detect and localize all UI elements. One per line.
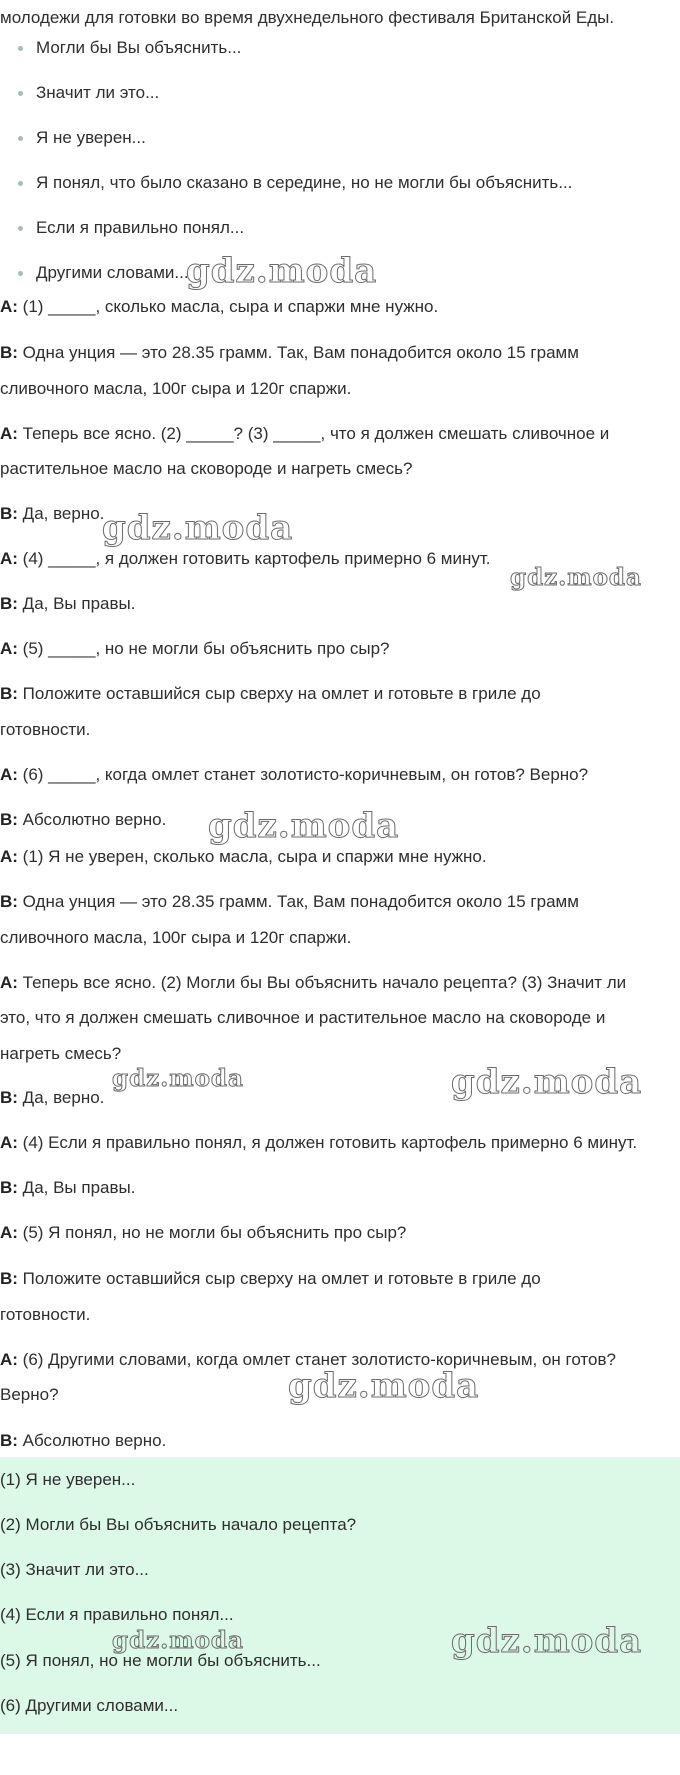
dialogue-line — [0, 1036, 121, 1072]
line-text: сливочного масла, 100г сыра и 120г спаржи. — [0, 379, 352, 398]
dialogue-line — [0, 451, 412, 487]
speaker-label: B: — [0, 810, 18, 829]
answer-item: (6) Другими словами... — [0, 1696, 179, 1715]
line-text: (4) Если я правильно понял, я должен готовить картофель примерно 6 минут. — [17, 1133, 638, 1152]
speaker-label: A: — [0, 1350, 18, 1369]
speaker-label: A: — [0, 765, 18, 784]
line-text: Теперь все ясно. (2) _____? (3) _____, что я должен смешать сливочное и — [17, 424, 610, 443]
dialogue-line — [0, 1423, 166, 1459]
list-item: Другими словами... — [18, 255, 572, 300]
dialogue-line — [0, 289, 438, 325]
line-text: (6) _____, когда омлет станет золотисто-коричневым, он готов? Верно? — [17, 765, 589, 784]
line-text: нагреть смесь? — [0, 1044, 122, 1063]
line-text: Одна унция — это 28.35 грамм. Так, Вам понадобится около 15 грамм — [17, 892, 579, 911]
watermark-logo: gdz.moda — [112, 1065, 244, 1092]
dialogue-line — [0, 586, 135, 622]
list-item: Если я правильно понял... — [18, 210, 572, 255]
dialogue-line — [0, 1261, 541, 1297]
dialogue-line — [0, 1000, 605, 1036]
speaker-label: A: — [0, 973, 18, 992]
line-text: Да, Вы правы. — [17, 1178, 136, 1197]
line-text: Абсолютно верно. — [17, 810, 167, 829]
speaker-label: B: — [0, 892, 18, 911]
answer-box — [0, 1457, 680, 1734]
watermark-logo: gdz.moda — [510, 564, 642, 591]
line-text: (5) _____, но не могли бы объяснить про сыр? — [17, 639, 390, 658]
line-text: Одна унция — это 28.35 грамм. Так, Вам понадобится около 15 грамм — [17, 343, 579, 362]
line-text: Да, верно. — [17, 1088, 105, 1107]
dialogue-line — [0, 1297, 90, 1333]
line-text: сливочного масла, 100г сыра и 120г спаржи. — [0, 928, 352, 947]
line-text: Да, верно. — [17, 504, 105, 523]
list-item: Я не уверен... — [18, 120, 572, 165]
line-text: готовности. — [0, 1305, 91, 1324]
watermark-logo: gdz.moda — [102, 508, 294, 548]
line-text: (5) Я понял, но не могли бы объяснить про сыр? — [17, 1223, 407, 1242]
line-text: Положите оставшийся сыр сверху на омлет и готовьте в гриле до — [17, 684, 541, 703]
dialogue-line — [0, 802, 166, 838]
dialogue-line — [0, 416, 609, 452]
speaker-label: B: — [0, 1088, 18, 1107]
dialogue-line — [0, 1125, 637, 1161]
speaker-label: B: — [0, 1178, 18, 1197]
speaker-label: B: — [0, 1269, 18, 1288]
dialogue-line — [0, 371, 351, 407]
speaker-label: B: — [0, 684, 18, 703]
line-text: Теперь все ясно. (2) Могли бы Вы объяснить начало рецепта? (3) Значит ли — [17, 973, 627, 992]
speaker-label: B: — [0, 504, 18, 523]
dialogue-line — [0, 920, 351, 956]
speaker-label: A: — [0, 1133, 18, 1152]
speaker-label: A: — [0, 1223, 18, 1242]
watermark-logo: gdz.moda — [451, 1621, 643, 1661]
line-text: (1) Я не уверен, сколько масла, сыра и спаржи мне нужно. — [17, 847, 487, 866]
dialogue-line — [0, 335, 579, 371]
list-item: Значит ли это... — [18, 75, 572, 120]
speaker-label: A: — [0, 549, 18, 568]
dialogue-line — [0, 1080, 104, 1116]
dialogue-line — [0, 496, 104, 532]
list-item: Я понял, что было сказано в середине, но не могли бы объяснить... — [18, 165, 572, 210]
dialogue-line — [0, 1170, 135, 1206]
dialogue-line — [0, 757, 588, 793]
line-text: (6) Другими словами, когда омлет станет золотисто-коричневым, он готов? — [17, 1350, 616, 1369]
watermark-logo: gdz.moda — [288, 1366, 480, 1406]
speaker-label: A: — [0, 639, 18, 658]
answer-item: (5) Я понял, но не могли бы объяснить... — [0, 1651, 321, 1670]
list-item: Могли бы Вы объяснить... — [18, 30, 572, 75]
speaker-label: B: — [0, 1431, 18, 1450]
watermark-logo: gdz.moda — [208, 806, 400, 846]
watermark-logo: gdz.moda — [451, 1062, 643, 1102]
dialogue-line — [0, 884, 579, 920]
line-text: (1) _____, сколько масла, сыра и спаржи мне нужно. — [17, 297, 439, 316]
speaker-label: B: — [0, 594, 18, 613]
dialogue-line — [0, 1215, 406, 1251]
speaker-label: B: — [0, 343, 18, 362]
dialogue-line — [0, 631, 390, 667]
answer-item: (4) Если я правильно понял... — [0, 1605, 234, 1624]
speaker-label: A: — [0, 424, 18, 443]
line-text: Положите оставшийся сыр сверху на омлет и готовьте в гриле до — [17, 1269, 541, 1288]
speaker-label: A: — [0, 297, 18, 316]
answer-item: (3) Значит ли это... — [0, 1560, 149, 1579]
line-text: Верно? — [0, 1385, 59, 1404]
line-text: (4) _____, я должен готовить картофель примерно 6 минут. — [17, 549, 491, 568]
dialogue-line — [0, 965, 626, 1001]
dialogue-line — [0, 712, 90, 748]
answer-item: (2) Могли бы Вы объяснить начало рецепта? — [0, 1515, 357, 1534]
answer-item: (1) Я не уверен... — [0, 1470, 136, 1489]
speaker-label: A: — [0, 847, 18, 866]
dialogue-line — [0, 1377, 59, 1413]
intro-text: молодежи для готовки во время двухнедельного фестиваля Британской Еды. — [0, 8, 615, 27]
watermark-logo: gdz.moda — [186, 251, 378, 291]
line-text: Да, Вы правы. — [17, 594, 136, 613]
line-text: растительное масло на сковороде и нагреть смесь? — [0, 459, 413, 478]
line-text: это, что я должен смешать сливочное и растительное масло на сковороде и — [0, 1008, 606, 1027]
watermark-logo: gdz.moda — [112, 1627, 244, 1654]
dialogue-line — [0, 676, 541, 712]
line-text: готовности. — [0, 720, 91, 739]
line-text: Абсолютно верно. — [17, 1431, 167, 1450]
